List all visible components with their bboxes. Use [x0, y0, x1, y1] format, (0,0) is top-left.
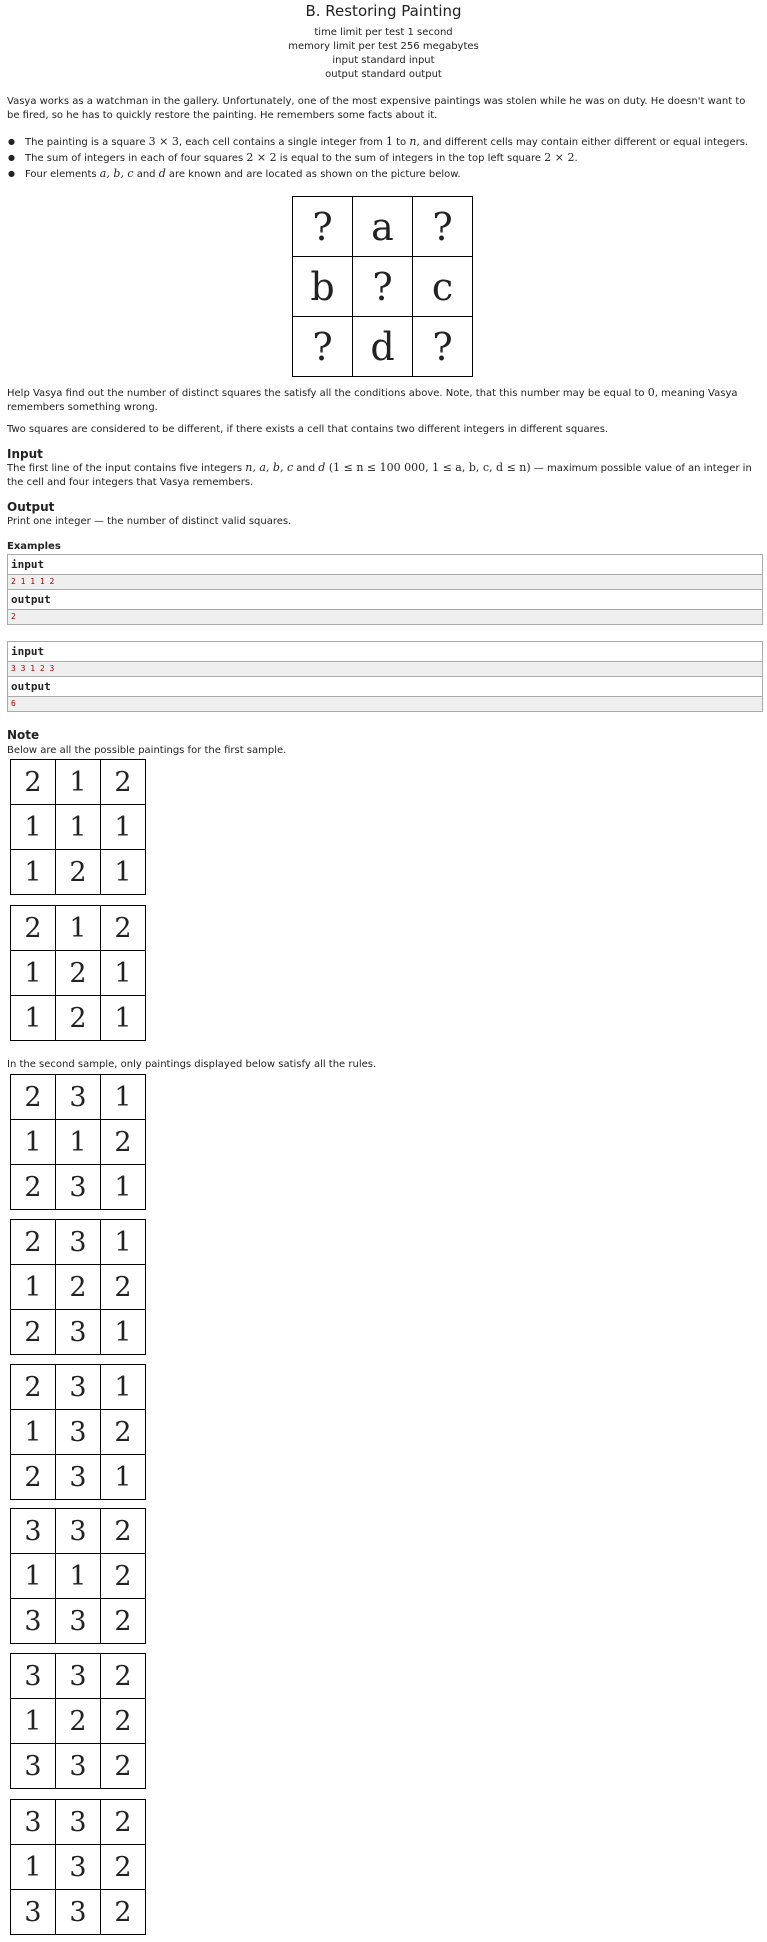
painting-cell: 3 [56, 1455, 101, 1500]
rule-math: 2 × 2 [246, 151, 277, 164]
painting-picture [292, 196, 473, 377]
rule-math: 2 × 2 [544, 151, 575, 164]
painting-cell: 3 [56, 1744, 101, 1789]
painting-cell: 3 [56, 1599, 101, 1644]
sample-input-label: input [8, 555, 762, 575]
painting-cell: 1 [56, 1120, 101, 1165]
rule-math: n [409, 135, 417, 148]
painting-cell: 1 [56, 760, 101, 805]
painting-grid [10, 905, 146, 1041]
painting-cell: 2 [101, 1890, 146, 1935]
painting-cell: 2 [101, 906, 146, 951]
painting-cell: 2 [56, 951, 101, 996]
painting-cell: 1 [11, 1554, 56, 1599]
painting-grid-row [11, 805, 146, 850]
painting-cell: 2 [11, 1165, 56, 1210]
sample-input-value[interactable]: 2 1 1 1 2 [8, 575, 762, 590]
painting-cell: 2 [11, 906, 56, 951]
rule-math: d [158, 167, 166, 180]
help-text: , meaning Vasya remembers something wrong. [7, 388, 738, 413]
painting-cell: 2 [101, 1699, 146, 1744]
input-title: Input [7, 447, 43, 461]
help-paragraph [7, 386, 759, 415]
rule-text: . [574, 153, 578, 164]
painting-cell: 3 [11, 1509, 56, 1554]
painting-grid-row [11, 760, 146, 805]
painting-cell: 1 [11, 1120, 56, 1165]
painting-cell: 2 [11, 1220, 56, 1265]
sample-output-label: output [8, 677, 762, 697]
rule-text: to [392, 137, 410, 148]
painting-grid-row [11, 1310, 146, 1355]
painting-grid-row [11, 1800, 146, 1845]
sample-input-value[interactable]: 3 3 1 2 3 [8, 662, 762, 677]
rules-list [7, 134, 765, 182]
painting-grid-row [11, 1599, 146, 1644]
painting-grid-row [11, 1220, 146, 1265]
input-text: and [293, 463, 319, 474]
painting-cell: 2 [11, 1455, 56, 1500]
painting-cell: 2 [101, 760, 146, 805]
picture-cell: ? [413, 317, 473, 377]
painting-grid-row [11, 1699, 146, 1744]
painting-cell: 1 [101, 850, 146, 895]
painting-cell: 2 [101, 1800, 146, 1845]
painting-cell: 2 [11, 1365, 56, 1410]
painting-cell: 1 [11, 951, 56, 996]
note-second-text: In the second sample, only paintings displayed below satisfy all the rules. [7, 1059, 377, 1070]
painting-cell: 2 [101, 1654, 146, 1699]
rule-text: are known and are located as shown on the picture below. [165, 169, 461, 180]
time-limit: time limit per test 1 second [314, 27, 453, 38]
painting-grid [10, 1508, 146, 1644]
painting-cell: 2 [56, 850, 101, 895]
legend-intro: Vasya works as a watchman in the gallery. Unfortunately, one of the most expensive paintings was stolen while he was on duty. He doesn't want to be fired, so he has to quickly restore the painting. He remembers some facts about it. [7, 96, 746, 121]
painting-grid-row [11, 1455, 146, 1500]
problem-title: B. Restoring Painting [305, 2, 462, 20]
painting-grid-row [11, 1165, 146, 1210]
picture-cell: ? [293, 317, 353, 377]
painting-grid [10, 759, 146, 895]
input-math: n, a, b, c [245, 461, 294, 474]
painting-cell: 3 [11, 1890, 56, 1935]
painting-cell: 2 [101, 1509, 146, 1554]
output-title: Output [7, 500, 55, 514]
painting-cell: 1 [11, 1699, 56, 1744]
painting-cell: 1 [11, 805, 56, 850]
sample-output-label: output [8, 590, 762, 610]
picture-cell: d [353, 317, 413, 377]
painting-grid-row [11, 1845, 146, 1890]
painting-grid-row [11, 1890, 146, 1935]
painting-grid-row [11, 951, 146, 996]
painting-cell: 1 [11, 1845, 56, 1890]
note-title: Note [7, 728, 40, 742]
painting-grid-row [11, 996, 146, 1041]
painting-cell: 1 [101, 951, 146, 996]
painting-cell: 2 [101, 1744, 146, 1789]
rule-text: , each cell contains a single integer from [178, 137, 386, 148]
painting-grid-row [11, 1554, 146, 1599]
painting-grid [10, 1074, 146, 1210]
painting-cell: 3 [56, 1410, 101, 1455]
painting-cell: 3 [56, 1890, 101, 1935]
painting-cell: 3 [56, 1075, 101, 1120]
note-first-text: Below are all the possible paintings for the first sample. [7, 745, 287, 756]
picture-cell: b [293, 257, 353, 317]
painting-cell: 2 [56, 996, 101, 1041]
painting-grid-row [11, 1365, 146, 1410]
painting-grid-row [11, 1075, 146, 1120]
painting-cell: 3 [56, 1165, 101, 1210]
painting-cell: 1 [11, 850, 56, 895]
painting-cell: 1 [11, 1265, 56, 1310]
painting-cell: 2 [101, 1599, 146, 1644]
input-math: (1 ≤ n ≤ 100 000, 1 ≤ a, b, c, d ≤ n) [325, 461, 531, 474]
painting-cell: 2 [101, 1265, 146, 1310]
painting-cell: 1 [101, 1365, 146, 1410]
rule-text: The painting is a square [25, 137, 149, 148]
painting-grid [10, 1219, 146, 1355]
painting-grid-row [11, 1509, 146, 1554]
painting-cell: 1 [101, 1165, 146, 1210]
sample-test-2 [7, 641, 763, 712]
help-math: 0 [647, 386, 655, 399]
painting-grid [10, 1653, 146, 1789]
painting-cell: 2 [11, 1310, 56, 1355]
painting-cell: 3 [56, 1845, 101, 1890]
painting-cell: 1 [101, 1310, 146, 1355]
input-paragraph [7, 461, 759, 490]
sample-input-label: input [8, 642, 762, 662]
picture-cell: ? [353, 257, 413, 317]
sample-output-value[interactable]: 2 [8, 610, 762, 624]
output-spec: output standard output [325, 69, 442, 80]
painting-cell: 3 [56, 1220, 101, 1265]
painting-cell: 2 [11, 760, 56, 805]
painting-cell: 1 [56, 805, 101, 850]
sample-test-1 [7, 554, 763, 625]
painting-grid-row [11, 1654, 146, 1699]
painting-cell: 1 [11, 1410, 56, 1455]
rule-item [25, 166, 765, 182]
painting-grid [10, 1799, 146, 1935]
painting-cell: 3 [11, 1800, 56, 1845]
painting-cell: 1 [101, 1220, 146, 1265]
painting-cell: 3 [11, 1599, 56, 1644]
painting-grid-row [11, 1265, 146, 1310]
help-text: Help Vasya find out the number of distinct squares the satisfy all the conditions above. Note, that this number may be equal to [7, 388, 648, 399]
painting-cell: 1 [11, 996, 56, 1041]
painting-cell: 2 [101, 1120, 146, 1165]
painting-cell: 1 [101, 805, 146, 850]
painting-cell: 2 [56, 1265, 101, 1310]
painting-cell: 3 [56, 1310, 101, 1355]
different-paragraph: Two squares are considered to be different, if there exists a cell that contains two different integers in different squares. [7, 424, 609, 435]
input-text: The first line of the input contains five integers [7, 463, 246, 474]
rule-math: 3 × 3 [148, 135, 179, 148]
rule-text: Four elements [25, 169, 100, 180]
input-text: — maximum possible value of an integer in the cell and four integers that Vasya remembers. [7, 463, 752, 488]
picture-cell: c [413, 257, 473, 317]
painting-cell: 1 [56, 1554, 101, 1599]
rule-text: and [133, 169, 159, 180]
painting-cell: 1 [101, 1455, 146, 1500]
painting-grid-row [11, 1744, 146, 1789]
painting-grid-row [11, 1410, 146, 1455]
output-paragraph: Print one integer — the number of distinct valid squares. [7, 516, 292, 527]
painting-cell: 2 [101, 1845, 146, 1890]
painting-cell: 1 [101, 1075, 146, 1120]
input-math: d [318, 461, 326, 474]
painting-grid [10, 1364, 146, 1500]
painting-cell: 3 [56, 1365, 101, 1410]
sample-output-value[interactable]: 6 [8, 697, 762, 711]
painting-grid-row [11, 850, 146, 895]
picture-cell: ? [293, 197, 353, 257]
painting-cell: 2 [11, 1075, 56, 1120]
rule-math: a, b, c [99, 167, 134, 180]
painting-cell: 3 [56, 1654, 101, 1699]
memory-limit: memory limit per test 256 megabytes [288, 41, 479, 52]
input-spec: input standard input [332, 55, 435, 66]
painting-grid-row [11, 906, 146, 951]
rule-text: , and different cells may contain either different or equal integers. [416, 137, 749, 148]
painting-cell: 3 [11, 1654, 56, 1699]
rule-item [25, 134, 765, 150]
painting-cell: 1 [101, 996, 146, 1041]
picture-cell: a [353, 197, 413, 257]
picture-cell: ? [413, 197, 473, 257]
rule-text: is equal to the sum of integers in the top left square [276, 153, 545, 164]
painting-cell: 3 [11, 1744, 56, 1789]
rule-text: The sum of integers in each of four squares [25, 153, 247, 164]
painting-cell: 2 [101, 1554, 146, 1599]
painting-cell: 1 [56, 906, 101, 951]
painting-grid-row [11, 1120, 146, 1165]
rule-item [25, 150, 765, 166]
painting-cell: 3 [56, 1800, 101, 1845]
painting-cell: 3 [56, 1509, 101, 1554]
painting-cell: 2 [56, 1699, 101, 1744]
painting-cell: 2 [101, 1410, 146, 1455]
rule-math: 1 [385, 135, 393, 148]
examples-title: Examples [7, 541, 61, 552]
